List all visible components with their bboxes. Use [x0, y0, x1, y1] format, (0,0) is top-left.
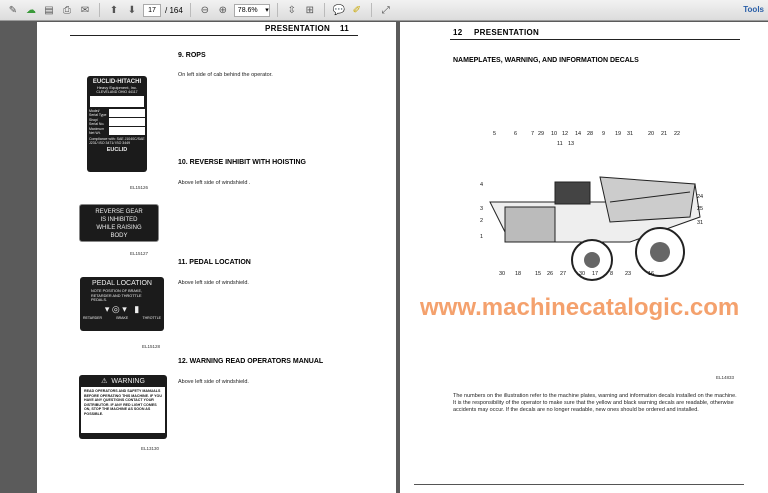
- save-icon[interactable]: ▤: [44, 4, 54, 16]
- plate-line: BODY: [110, 233, 128, 239]
- edit-icon[interactable]: ✎: [8, 4, 18, 16]
- zoom-select[interactable]: [234, 4, 270, 17]
- callout: 16: [648, 271, 655, 277]
- page-header: PRESENTATION: [265, 24, 331, 33]
- section-title: 11. PEDAL LOCATION: [178, 259, 251, 266]
- plate-footer: EUCLID: [106, 147, 128, 153]
- callout: 4: [480, 182, 484, 188]
- section-title: 12. WARNING READ OPERATORS MANUAL: [178, 358, 324, 365]
- callout: 25: [697, 206, 704, 212]
- zoom-in-icon[interactable]: ⊕: [218, 4, 227, 16]
- plate-field: Model/ Serial Type: [89, 109, 107, 117]
- print-icon[interactable]: ⎙: [63, 4, 71, 16]
- callout: 30: [499, 271, 506, 277]
- reverse-plate: [79, 204, 159, 242]
- pedal-label: BRAKE: [116, 315, 129, 320]
- callout: 24: [697, 194, 704, 200]
- plate-line: REVERSE GEAR: [95, 209, 143, 215]
- plate-line: IS INHIBITED: [100, 217, 138, 223]
- section-title: 10. REVERSE INHIBIT WITH HOISTING: [178, 159, 306, 166]
- warning-plate: [79, 375, 167, 439]
- tools-button[interactable]: Tools: [743, 5, 764, 14]
- rops-plate: [87, 76, 147, 172]
- callout: 11: [557, 141, 563, 147]
- comment-icon[interactable]: 💬: [332, 4, 346, 16]
- figure-caption: EL15128: [142, 344, 161, 349]
- callout: 28: [587, 131, 594, 137]
- figure-caption: EL14833: [716, 375, 735, 380]
- callout: 12: [562, 131, 569, 137]
- pedal-label: THROTTLE: [142, 315, 161, 320]
- page-header: PRESENTATION: [474, 28, 540, 37]
- section-text: Above left side of windshield.: [178, 379, 249, 385]
- figure-caption: EL15127: [130, 251, 149, 256]
- callout: 23: [625, 271, 632, 277]
- callout: 1: [480, 234, 484, 240]
- callout: 17: [592, 271, 599, 277]
- callout: 10: [551, 131, 558, 137]
- callout: 13: [568, 141, 575, 147]
- toolbar: [0, 0, 768, 21]
- cloud-upload-icon[interactable]: ☁: [26, 4, 36, 16]
- plate-note: NOTE POSITION OF BRAKE, RETARDER AND THROTTLE PEDALS.: [91, 289, 143, 302]
- page-total: / 164: [165, 5, 183, 15]
- callout: 21: [661, 131, 668, 137]
- page-number-input[interactable]: 17: [143, 4, 161, 17]
- plate-sub: CLEVELAND OHIO 44117: [96, 90, 138, 94]
- plate-title: PEDAL LOCATION: [92, 280, 152, 287]
- section-text: On left side of cab behind the operator.: [178, 72, 273, 78]
- callout: 31: [697, 220, 704, 226]
- plate-field: Maximum Net Wt.: [89, 127, 105, 135]
- section-title: NAMEPLATES, WARNING, AND INFORMATION DECALS: [453, 57, 639, 64]
- plate-compliance: Compliance with: SAE J1040C/SAE J231/ ISO 3471/ ISO 3449: [89, 137, 145, 145]
- callout: 22: [674, 131, 681, 137]
- plate-brand: EUCLID-HITACHI: [92, 79, 142, 85]
- plate-field: Shop/ Serial No.: [89, 118, 105, 126]
- pedal-plate: [80, 277, 164, 331]
- watermark: www.machinecatalogic.com: [420, 294, 740, 321]
- figure-caption: EL13130: [141, 446, 160, 451]
- plate-line: WHILE RAISING: [96, 225, 142, 231]
- fullscreen-icon[interactable]: ⤢: [381, 4, 390, 16]
- page-number: 12: [453, 28, 463, 37]
- callout: 15: [535, 271, 542, 277]
- fit-page-icon[interactable]: ⇳: [287, 4, 296, 16]
- haul-truck-illustration: [480, 162, 710, 282]
- callout: 8: [610, 271, 614, 277]
- section-text: Above left side of windshield .: [178, 180, 251, 186]
- callout: 30: [579, 271, 586, 277]
- prev-page-icon[interactable]: ⬆: [109, 4, 119, 16]
- zoom-value: 78.6%: [237, 6, 258, 14]
- callout: 18: [515, 271, 522, 277]
- callout: 29: [538, 131, 545, 137]
- figure-caption: EL15126: [130, 185, 149, 190]
- chevron-down-icon: ▾: [265, 6, 269, 14]
- plate-title: WARNING: [111, 377, 145, 385]
- section-text: Above left side of windshield.: [178, 280, 249, 286]
- callout: 2: [480, 218, 484, 224]
- callout: 3: [480, 206, 484, 212]
- zoom-out-icon[interactable]: ⊖: [200, 4, 209, 16]
- warning-triangle-icon: ⚠: [101, 378, 108, 385]
- section-title: 9. ROPS: [178, 52, 206, 59]
- email-icon[interactable]: ✉: [80, 4, 90, 16]
- callout: 7: [531, 131, 535, 137]
- callout: 31: [627, 131, 634, 137]
- plate-body: READ OPERATORS AND SAFETY MANUALS BEFORE OPERATING THIS MACHINE. IF YOU HAVE ANY QUESTIONS CONTACT YOUR DISTRIBUTOR. IF ANY RED LIGHT COMES ON, STOP THE MACHINE AS SOON AS POSSIBLE.: [81, 387, 165, 433]
- callout: 26: [547, 271, 554, 277]
- callout: 20: [648, 131, 655, 137]
- body-paragraph: The numbers on the illustration refer to the machine plates, warning and information decals installed on the machine. It is the responsibility of the operator to make sure that the yellow and black warning decals are readable, otherwise accidents may occur. If the decals are no longer readable, new ones should be ordered and installed.: [453, 393, 737, 413]
- right-page: [400, 22, 768, 493]
- callout: 19: [615, 131, 622, 137]
- plate-sub: Heavy Equipment, Inc.: [96, 85, 138, 90]
- pedal-icons: ▾ ◎ ▾ ▮: [104, 303, 140, 314]
- next-page-icon[interactable]: ⬇: [127, 4, 137, 16]
- page-number: 11: [340, 24, 350, 33]
- callout: 14: [575, 131, 582, 137]
- left-page: [37, 22, 396, 493]
- callout: 5: [493, 131, 497, 137]
- callout: 9: [602, 131, 606, 137]
- callout: 6: [514, 131, 518, 137]
- highlight-icon[interactable]: ✐: [352, 4, 361, 16]
- callout: 27: [560, 271, 567, 277]
- fit-width-icon[interactable]: ⊞: [305, 4, 314, 16]
- pedal-label: RETARDER: [83, 315, 102, 320]
